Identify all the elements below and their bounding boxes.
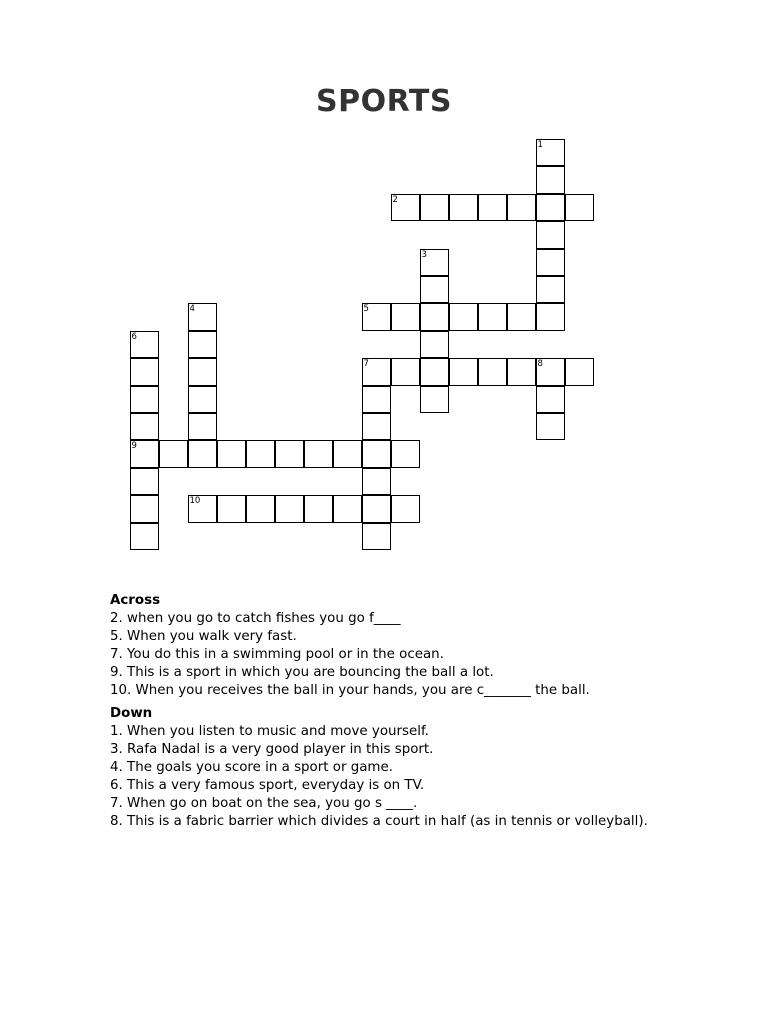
clue-number: 1: [537, 140, 543, 150]
crossword-cell[interactable]: [333, 495, 362, 522]
crossword-cell[interactable]: [362, 440, 391, 467]
crossword-cell[interactable]: [449, 303, 478, 330]
crossword-cell[interactable]: [391, 358, 420, 385]
crossword-cell[interactable]: [420, 276, 449, 303]
across-clue: 9. This is a sport in which you are bouncing the ball a lot.: [110, 665, 494, 680]
crossword-cell[interactable]: [130, 523, 159, 550]
crossword-cell[interactable]: [420, 386, 449, 413]
clue-number: 5: [363, 304, 369, 315]
across-block: [110, 592, 650, 700]
crossword-cell[interactable]: [420, 249, 449, 276]
crossword-cell[interactable]: [536, 249, 565, 276]
clue-number: 2: [392, 194, 398, 205]
crossword-cell[interactable]: [362, 523, 391, 550]
crossword-cell[interactable]: [217, 495, 246, 522]
crossword-cell[interactable]: [391, 495, 420, 522]
down-clue: 7. When go on boat on the sea, you go s ____.: [110, 796, 418, 811]
crossword-cell[interactable]: [536, 194, 565, 221]
crossword-cell[interactable]: [159, 440, 188, 467]
crossword-cell[interactable]: [362, 468, 391, 495]
down-clue: 6. This a very famous sport, everyday is on TV.: [110, 778, 425, 793]
crossword-cell[interactable]: [536, 221, 565, 248]
crossword-cell[interactable]: [565, 358, 594, 385]
across-clue: 7. You do this in a swimming pool or in the ocean.: [110, 647, 444, 662]
crossword-cell[interactable]: [304, 495, 333, 522]
crossword-cell[interactable]: [130, 358, 159, 385]
crossword-cell[interactable]: [246, 495, 275, 522]
crossword-cell[interactable]: [391, 303, 420, 330]
crossword-cell[interactable]: [478, 303, 507, 330]
across-clue: 5. When you walk very fast.: [110, 629, 297, 644]
crossword-cell[interactable]: [420, 358, 449, 385]
crossword-cell[interactable]: [188, 413, 217, 440]
crossword-cell[interactable]: [391, 194, 420, 221]
down-block: [110, 705, 650, 831]
crossword-cell[interactable]: [536, 166, 565, 193]
crossword-cell[interactable]: [536, 139, 565, 166]
clue-number: 7: [363, 359, 369, 370]
crossword-cell[interactable]: [536, 276, 565, 303]
down-clue: 8. This is a fabric barrier which divides a court in half (as in tennis or volleyball).: [110, 814, 648, 829]
crossword-cell[interactable]: [420, 331, 449, 358]
clue-number: 10: [189, 496, 201, 507]
crossword-cell[interactable]: [188, 440, 217, 467]
clue-number: 6: [131, 331, 137, 342]
crossword-cell[interactable]: [507, 303, 536, 330]
down-clue-list: [110, 723, 650, 831]
clue-number: 3: [421, 249, 427, 260]
clues-section: [110, 592, 650, 831]
crossword-cell[interactable]: [362, 413, 391, 440]
crossword-cell[interactable]: [188, 303, 217, 330]
crossword-cell[interactable]: [362, 303, 391, 330]
crossword-cell[interactable]: [362, 495, 391, 522]
crossword-cell[interactable]: [246, 440, 275, 467]
clue-number: 9: [131, 441, 137, 452]
crossword-cell[interactable]: [391, 440, 420, 467]
crossword-cell[interactable]: [362, 358, 391, 385]
crossword-cell[interactable]: [188, 358, 217, 385]
crossword-cell[interactable]: [304, 440, 333, 467]
crossword-cell[interactable]: [420, 303, 449, 330]
crossword-cell[interactable]: [565, 194, 594, 221]
clue-number: 8: [537, 359, 543, 370]
crossword-cell[interactable]: [130, 331, 159, 358]
crossword-cell[interactable]: [507, 194, 536, 221]
down-heading: Down: [110, 706, 153, 721]
across-clue: 2. when you go to catch fishes you go f____: [110, 611, 401, 626]
crossword-cell[interactable]: [188, 331, 217, 358]
crossword-cell[interactable]: [130, 413, 159, 440]
crossword-cell[interactable]: [362, 386, 391, 413]
crossword-cell[interactable]: [188, 386, 217, 413]
crossword-cell[interactable]: [478, 358, 507, 385]
across-clue: 10. When you receives the ball in your hands, you are c_______ the ball.: [110, 683, 590, 698]
down-clue: 3. Rafa Nadal is a very good player in this sport.: [110, 742, 434, 757]
crossword-cell[interactable]: [130, 468, 159, 495]
across-clue-list: [110, 610, 650, 700]
down-clue: 1. When you listen to music and move yourself.: [110, 724, 429, 739]
crossword-cell[interactable]: [449, 358, 478, 385]
crossword-cell[interactable]: [130, 440, 159, 467]
crossword-cell[interactable]: [536, 413, 565, 440]
crossword-cell[interactable]: [333, 440, 362, 467]
crossword-cell[interactable]: [536, 358, 565, 385]
crossword-cell[interactable]: [507, 358, 536, 385]
crossword-cell[interactable]: [536, 303, 565, 330]
crossword-cell[interactable]: [130, 386, 159, 413]
crossword-cell[interactable]: [275, 495, 304, 522]
crossword-cell[interactable]: [188, 495, 217, 522]
crossword-cell[interactable]: [217, 440, 246, 467]
crossword-cell[interactable]: [449, 194, 478, 221]
down-clue: 4. The goals you score in a sport or game.: [110, 760, 393, 775]
clue-number: 4: [189, 304, 195, 315]
crossword-cell[interactable]: [420, 194, 449, 221]
across-heading: Across: [110, 593, 161, 608]
crossword-cell[interactable]: [275, 440, 304, 467]
page-title: SPORTS: [316, 84, 452, 119]
crossword-cell[interactable]: [130, 495, 159, 522]
crossword-cell[interactable]: [478, 194, 507, 221]
crossword-cell[interactable]: [536, 386, 565, 413]
